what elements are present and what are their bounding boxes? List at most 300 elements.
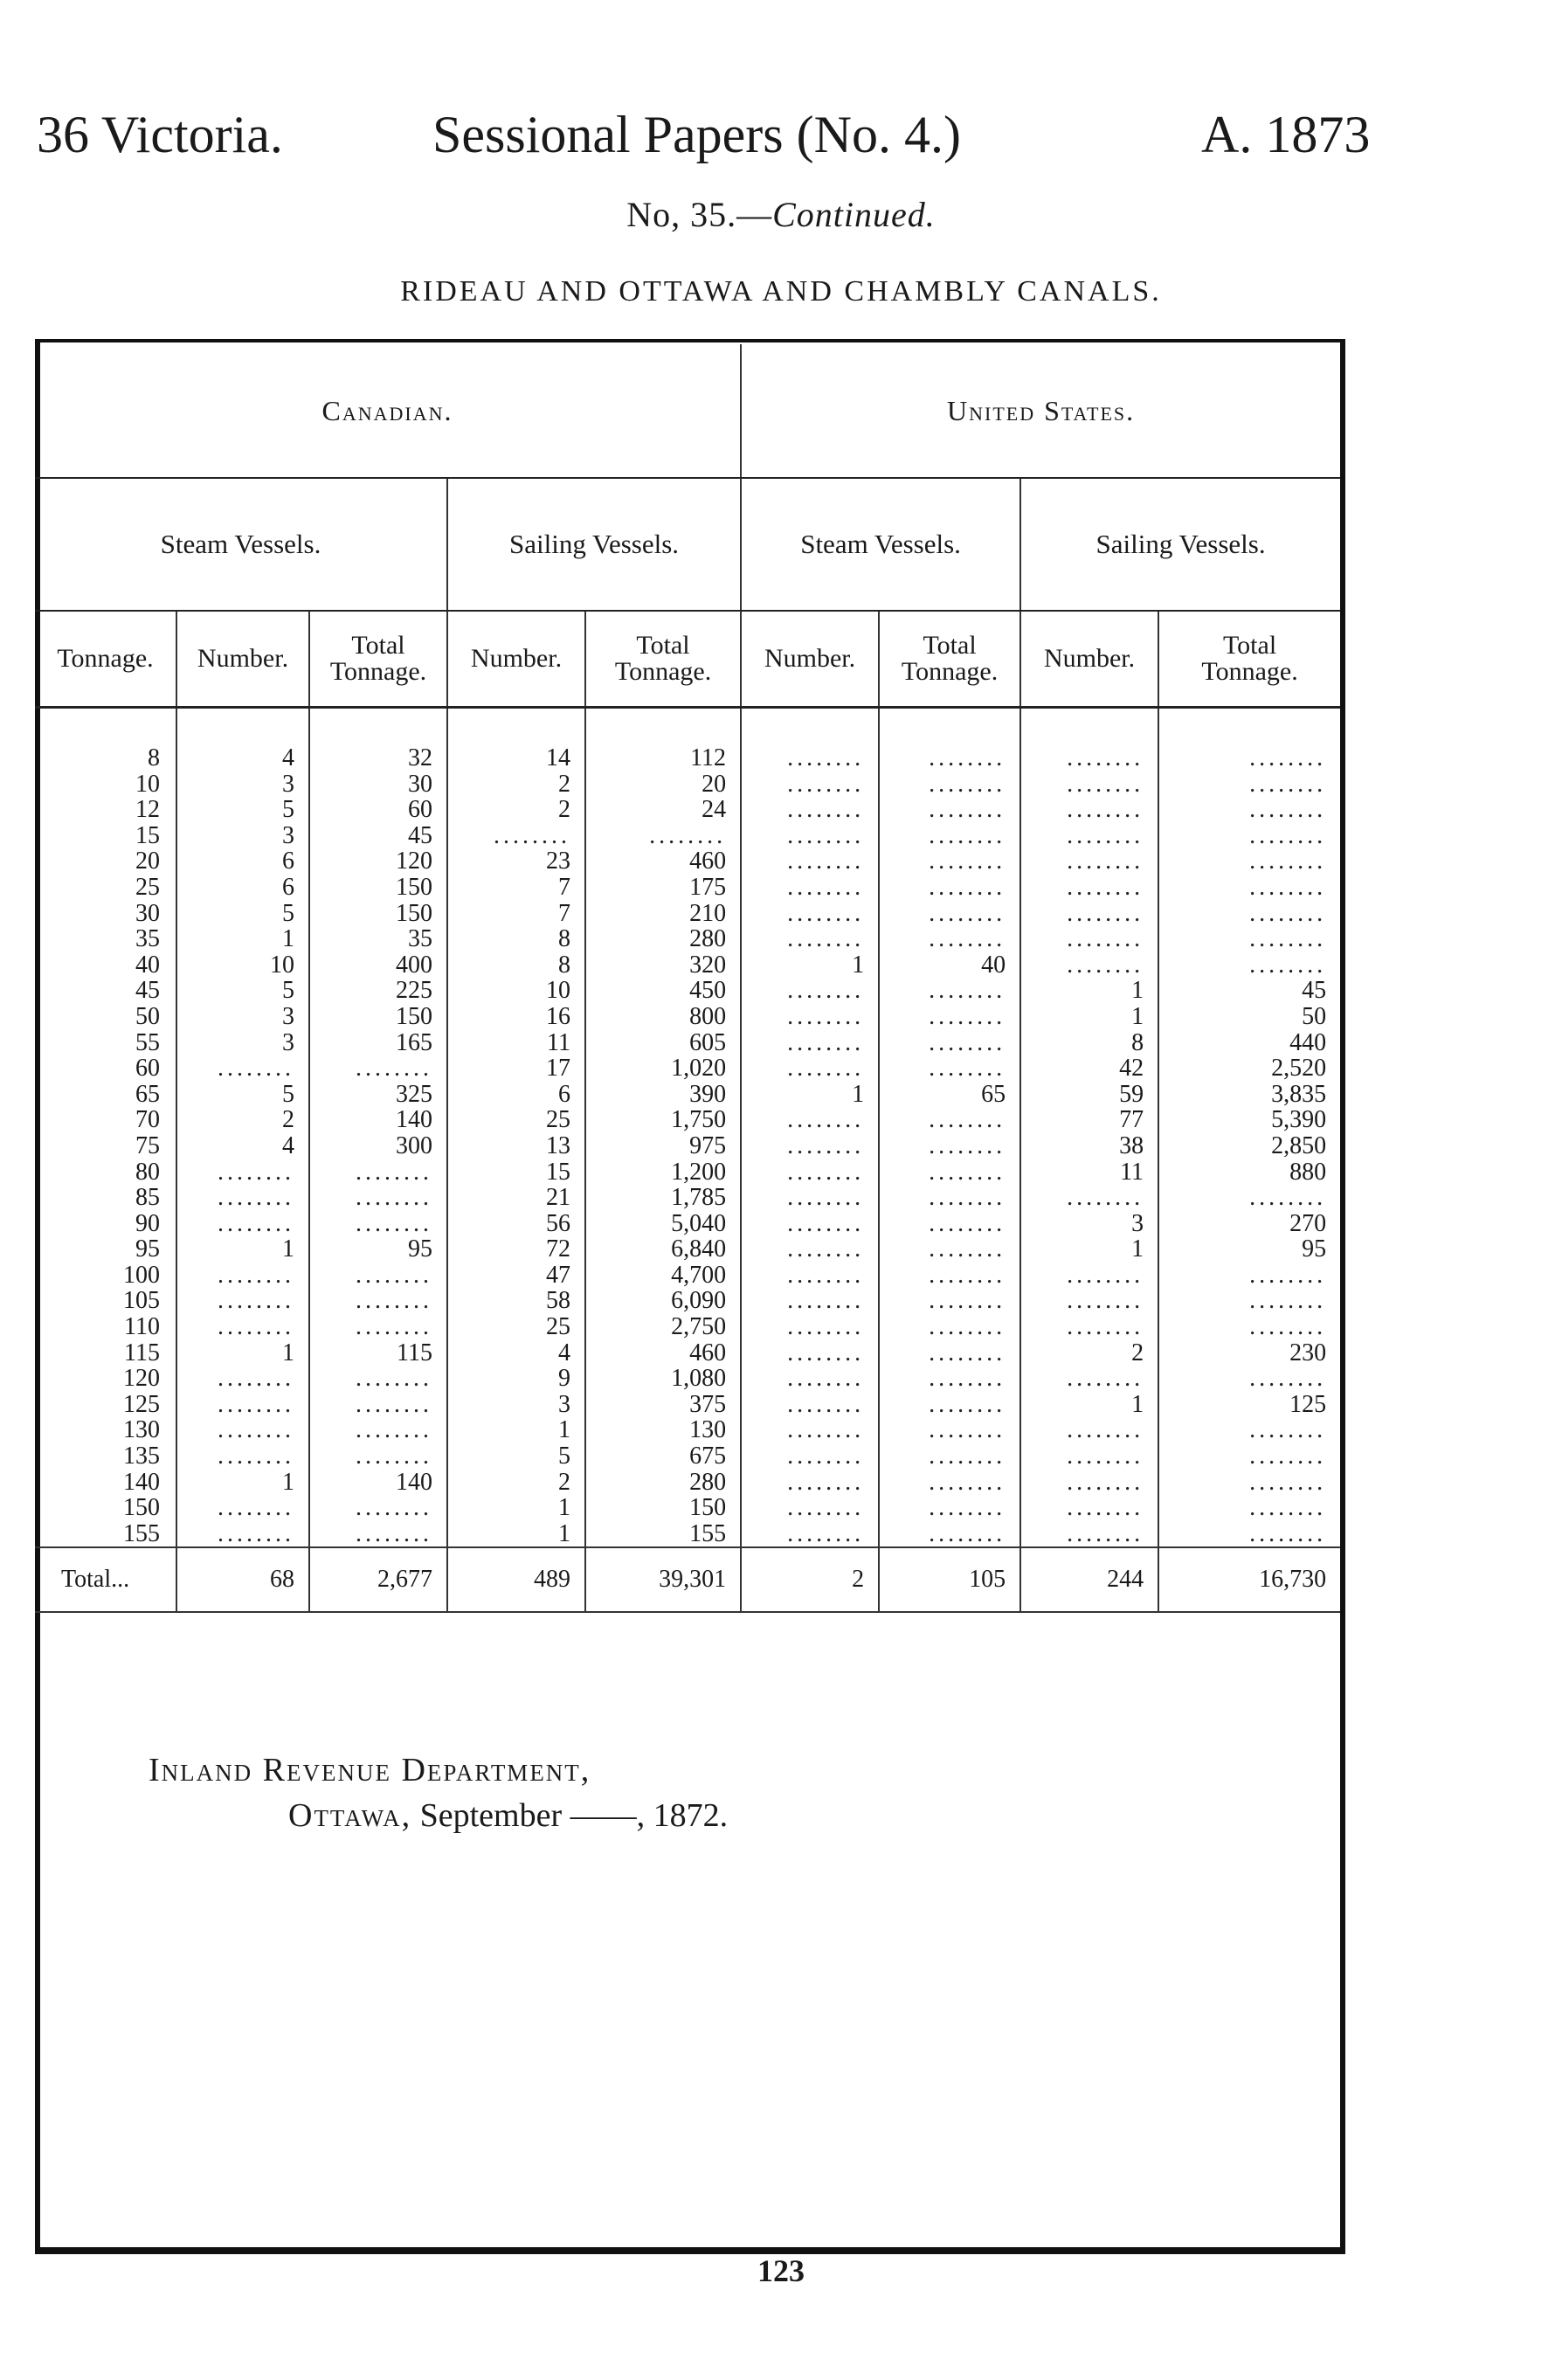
us-sailing-number-total: 244	[1020, 1547, 1158, 1612]
table-row	[35, 926, 1340, 952]
dot-leader: ........	[929, 1468, 1006, 1496]
col-tonnage-label: Tonnage.	[329, 657, 427, 686]
dot-leader: ........	[1249, 1287, 1327, 1315]
us-steam-total-cell	[879, 1004, 1020, 1030]
dot-leader: ........	[1249, 744, 1327, 771]
table-row	[35, 1314, 1340, 1340]
us-sailing-total-cell	[1158, 952, 1340, 979]
can-steam-total-cell: 32	[309, 745, 447, 771]
table-row	[35, 1443, 1340, 1470]
group-header-row	[35, 344, 1340, 478]
header-spacer-row	[35, 708, 1340, 746]
dot-leader: ........	[929, 1131, 1006, 1159]
can-sailing-total-cell: 6,090	[585, 1288, 741, 1314]
us-sailing-total-cell: 45	[1158, 978, 1340, 1004]
dot-leader: ........	[929, 925, 1006, 953]
can-sailing-total-cell: 4,700	[585, 1263, 741, 1289]
col-total-tonnage	[879, 611, 1020, 708]
dot-leader: ........	[929, 1494, 1006, 1522]
dot-leader: ........	[218, 1519, 294, 1547]
tonnage-cell: 70	[135, 1106, 160, 1134]
col-tonnage-label: Tonnage.	[614, 657, 712, 686]
dot-leader: ........	[787, 899, 865, 927]
can-sailing-number-cell: 17	[447, 1055, 585, 1082]
can-steam-total-cell: 140	[309, 1470, 447, 1496]
us-steam-total-cell	[879, 1495, 1020, 1521]
department-name: Inland Revenue Department,	[149, 1752, 591, 1788]
dot-leader: ........	[494, 821, 570, 849]
dot-leader: ........	[1249, 770, 1327, 798]
document-number	[0, 194, 1562, 235]
us-sailing-total-cell: 230	[1158, 1340, 1340, 1366]
tonnage-cell: 80	[135, 1158, 160, 1186]
can-sailing-number-cell: 56	[447, 1211, 585, 1237]
place-name: Ottawa,	[288, 1797, 412, 1834]
can-sailing-total-cell: 800	[585, 1004, 741, 1030]
can-sailing-number-cell: 1	[447, 1417, 585, 1443]
us-steam-total-cell	[879, 1107, 1020, 1133]
tonnage-cell: 40	[135, 951, 160, 979]
can-steam-total-cell	[309, 1159, 447, 1186]
can-sailing-total-cell: 375	[585, 1392, 741, 1418]
dot-leader: ........	[929, 977, 1006, 1005]
dot-leader: ........	[1249, 925, 1327, 953]
us-steam-total-cell	[879, 797, 1020, 823]
us-sailing-number-cell	[1020, 875, 1158, 901]
us-sailing-total-cell: 125	[1158, 1392, 1340, 1418]
us-steam-number-cell	[741, 875, 879, 901]
tonnage-cell: 10	[135, 770, 160, 798]
dot-leader: ........	[1067, 770, 1144, 798]
dot-leader: ........	[929, 821, 1006, 849]
can-steam-number-cell: 3	[176, 771, 309, 798]
dot-leader: ........	[787, 1468, 865, 1496]
can-steam-number-cell	[176, 1314, 309, 1340]
session-label: 36 Victoria.	[37, 106, 283, 163]
can-steam-number-total: 68	[176, 1547, 309, 1612]
us-sailing-number-cell: 1	[1020, 1392, 1158, 1418]
can-steam-total-cell	[309, 1417, 447, 1443]
dot-leader: ........	[929, 1158, 1006, 1186]
can-steam-total-cell	[309, 1263, 447, 1289]
can-sailing-total-cell: 210	[585, 901, 741, 927]
tonnage-cell: 95	[135, 1235, 160, 1263]
dot-leader: ........	[1067, 1313, 1144, 1341]
us-steam-number-cell	[741, 1366, 879, 1392]
can-sailing-number-cell: 5	[447, 1443, 585, 1470]
can-sailing-number-cell: 21	[447, 1185, 585, 1211]
can-steam-number-cell	[176, 1263, 309, 1289]
dot-leader: ........	[1249, 873, 1327, 901]
table-row	[35, 1521, 1340, 1548]
table-row	[35, 1055, 1340, 1082]
column-header-row	[35, 611, 1340, 708]
tonnage-cell: 45	[135, 977, 160, 1005]
dot-leader: ........	[1249, 1313, 1327, 1341]
dot-leader: ........	[1067, 744, 1144, 771]
dot-leader: ........	[787, 848, 865, 875]
can-sailing-total-cell: 130	[585, 1417, 741, 1443]
dot-leader: ........	[218, 1261, 294, 1289]
tonnage-cell: 135	[123, 1443, 160, 1470]
can-sailing-total-cell: 2,750	[585, 1314, 741, 1340]
sessional-papers-label: Sessional Papers (No. 4.)	[432, 106, 961, 163]
us-steam-number-cell	[741, 1340, 879, 1366]
us-steam-total-cell	[879, 1340, 1020, 1366]
us-sailing-total-cell	[1158, 1263, 1340, 1289]
dot-leader: ........	[929, 1443, 1006, 1470]
dot-leader: ........	[1249, 796, 1327, 824]
us-steam-number-cell	[741, 1055, 879, 1082]
dot-leader: ........	[787, 1055, 865, 1083]
can-sailing-number-cell: 25	[447, 1314, 585, 1340]
dot-leader: ........	[1067, 848, 1144, 875]
us-sailing-total-cell: 5,390	[1158, 1107, 1340, 1133]
can-steam-number-cell: 1	[176, 1340, 309, 1366]
col-tonnage-label: Tonnage.	[901, 657, 999, 686]
dot-leader: ........	[1067, 1416, 1144, 1444]
us-steam-number-cell	[741, 1314, 879, 1340]
col-total-tonnage	[585, 611, 741, 708]
us-sailing-total-cell	[1158, 926, 1340, 952]
dot-leader: ........	[218, 1365, 294, 1393]
us-sailing-number-cell	[1020, 797, 1158, 823]
can-sailing-total-cell: 1,080	[585, 1366, 741, 1392]
us-steam-total-cell	[879, 1392, 1020, 1418]
us-sailing-total-cell	[1158, 797, 1340, 823]
can-steam-total-cell: 120	[309, 848, 447, 875]
us-steam-total-cell: 65	[879, 1082, 1020, 1108]
table-row	[35, 1470, 1340, 1496]
can-sailing-total-cell: 6,840	[585, 1236, 741, 1263]
us-sailing-total-cell	[1158, 823, 1340, 849]
dot-leader: ........	[1067, 925, 1144, 953]
table-row	[35, 1366, 1340, 1392]
dot-leader: ........	[787, 1184, 865, 1212]
us-sailing-number-cell	[1020, 1366, 1158, 1392]
us-steam-total-cell	[879, 1288, 1020, 1314]
can-steam-total-cell: 325	[309, 1082, 447, 1108]
dot-leader: ........	[356, 1443, 432, 1470]
us-sailing-number-cell: 8	[1020, 1030, 1158, 1056]
can-steam-total-cell: 140	[309, 1107, 447, 1133]
us-steam-total-cell	[879, 1263, 1020, 1289]
dot-leader: ........	[1067, 1184, 1144, 1212]
us-sailing-number-cell	[1020, 1185, 1158, 1211]
can-steam-total-cell: 150	[309, 1004, 447, 1030]
us-sailing-total-cell	[1158, 1288, 1340, 1314]
table-row	[35, 1211, 1340, 1237]
tonnage-cell: 60	[135, 1055, 160, 1083]
us-steam-total-cell	[879, 1133, 1020, 1159]
col-tonnage-label: Tonnage.	[1201, 657, 1298, 686]
dot-leader: ........	[787, 1131, 865, 1159]
col-tonnage: Tonnage.	[35, 611, 176, 708]
dot-leader: ........	[356, 1313, 432, 1341]
us-sailing-number-cell: 1	[1020, 1004, 1158, 1030]
table-row	[35, 1107, 1340, 1133]
dot-leader: ........	[1067, 1261, 1144, 1289]
us-steam-total-cell	[879, 978, 1020, 1004]
tonnage-cell: 55	[135, 1028, 160, 1056]
tonnage-cell: 90	[135, 1209, 160, 1237]
dot-leader: ........	[356, 1261, 432, 1289]
us-steam-number-cell	[741, 1236, 879, 1263]
us-steam-number-cell	[741, 1495, 879, 1521]
dot-leader: ........	[218, 1055, 294, 1083]
can-steam-number-cell: 2	[176, 1107, 309, 1133]
can-steam-total-cell: 225	[309, 978, 447, 1004]
us-sailing-number-cell	[1020, 901, 1158, 927]
col-number: Number.	[447, 611, 585, 708]
dot-leader: ........	[929, 744, 1006, 771]
us-sailing-total-cell	[1158, 1521, 1340, 1548]
tonnage-cell: 100	[123, 1261, 160, 1289]
dot-leader: ........	[1067, 1468, 1144, 1496]
dot-leader: ........	[1249, 1365, 1327, 1393]
dot-leader: ........	[787, 796, 865, 824]
dot-leader: ........	[929, 1209, 1006, 1237]
table-row	[35, 952, 1340, 979]
can-steam-number-cell: 3	[176, 823, 309, 849]
dot-leader: ........	[787, 1106, 865, 1134]
dot-leader: ........	[356, 1519, 432, 1547]
total-label: Total...	[35, 1547, 176, 1612]
can-sailing-total-cell: 1,020	[585, 1055, 741, 1082]
dot-leader: ........	[356, 1416, 432, 1444]
us-steam-number-cell	[741, 1263, 879, 1289]
dot-leader: ........	[929, 1365, 1006, 1393]
us-sailing-total-cell	[1158, 1366, 1340, 1392]
table-row	[35, 901, 1340, 927]
dot-leader: ........	[356, 1209, 432, 1237]
dot-leader: ........	[787, 1390, 865, 1418]
can-sailing-number-cell: 15	[447, 1159, 585, 1186]
us-sailing-number-cell: 2	[1020, 1340, 1158, 1366]
can-steam-number-cell	[176, 1417, 309, 1443]
dot-leader: ........	[649, 821, 727, 849]
dot-leader: ........	[787, 821, 865, 849]
tonnage-cell: 8	[148, 744, 160, 771]
can-sailing-total-cell: 460	[585, 848, 741, 875]
can-sailing-total-cell: 5,040	[585, 1211, 741, 1237]
dot-leader: ........	[1249, 1468, 1327, 1496]
dot-leader: ........	[787, 1235, 865, 1263]
can-steam-total-cell	[309, 1392, 447, 1418]
can-steam-number-cell: 3	[176, 1030, 309, 1056]
can-steam-number-cell	[176, 1495, 309, 1521]
tonnage-cell: 15	[135, 821, 160, 849]
us-sailing-total-cell	[1158, 1470, 1340, 1496]
can-steam-number-cell: 5	[176, 901, 309, 927]
year-label: A. 1873	[1201, 106, 1371, 163]
us-sailing-total-cell	[1158, 771, 1340, 798]
dot-leader: ........	[929, 873, 1006, 901]
can-steam-total-cell: 150	[309, 901, 447, 927]
us-steam-total-cell	[879, 771, 1020, 798]
us-steam-total-cell	[879, 1417, 1020, 1443]
us-steam-number-cell	[741, 823, 879, 849]
us-steam-total-cell	[879, 1055, 1020, 1082]
dot-leader: ........	[929, 1287, 1006, 1315]
can-sailing-number-total: 489	[447, 1547, 585, 1612]
table-row	[35, 1133, 1340, 1159]
total-row	[35, 1547, 1340, 1612]
dot-leader: ........	[1067, 821, 1144, 849]
dot-leader: ........	[1249, 951, 1327, 979]
dot-leader: ........	[1067, 1287, 1144, 1315]
us-sailing-number-cell	[1020, 745, 1158, 771]
us-steam-total-cell	[879, 1470, 1020, 1496]
place-date	[149, 1793, 728, 1838]
table-row	[35, 1236, 1340, 1263]
us-sailing-number-cell	[1020, 926, 1158, 952]
col-total-label: Total	[636, 631, 690, 660]
dot-leader: ........	[929, 899, 1006, 927]
dot-leader: ........	[929, 1390, 1006, 1418]
us-sailing-total-cell	[1158, 901, 1340, 927]
dot-leader: ........	[1249, 848, 1327, 875]
can-steam-number-cell	[176, 1392, 309, 1418]
us-sailing-total-cell: 2,520	[1158, 1055, 1340, 1082]
dot-leader: ........	[787, 977, 865, 1005]
dot-leader: ........	[787, 744, 865, 771]
col-total-label: Total	[1222, 631, 1277, 660]
us-sailing-total-cell: 270	[1158, 1211, 1340, 1237]
us-sailing-number-cell: 42	[1020, 1055, 1158, 1082]
us-steam-number-total: 2	[741, 1547, 879, 1612]
can-steam-number-cell: 6	[176, 875, 309, 901]
can-sailing-number-cell: 7	[447, 901, 585, 927]
table-row	[35, 1392, 1340, 1418]
us-steam-number-cell	[741, 901, 879, 927]
table-row	[35, 1495, 1340, 1521]
dot-leader: ........	[218, 1443, 294, 1470]
tonnage-cell: 12	[135, 796, 160, 824]
us-steam-number-cell: 1	[741, 952, 879, 979]
can-steam-number-cell: 1	[176, 1236, 309, 1263]
tonnage-cell: 140	[123, 1468, 160, 1496]
dot-leader: ........	[218, 1184, 294, 1212]
dot-leader: ........	[787, 1158, 865, 1186]
us-steam-number-cell	[741, 797, 879, 823]
can-sailing-total-cell: 1,785	[585, 1185, 741, 1211]
dot-leader: ........	[356, 1184, 432, 1212]
us-sailing-number-cell: 3	[1020, 1211, 1158, 1237]
us-sailing-total-cell	[1158, 1185, 1340, 1211]
can-sailing-total-cell: 450	[585, 978, 741, 1004]
page-number: 123	[757, 2253, 805, 2288]
dot-leader: ........	[787, 1313, 865, 1341]
table-row	[35, 1159, 1340, 1186]
table-row	[35, 1340, 1340, 1366]
dot-leader: ........	[787, 1365, 865, 1393]
table-row	[35, 875, 1340, 901]
dot-leader: ........	[356, 1055, 432, 1083]
us-sailing-number-cell: 11	[1020, 1159, 1158, 1186]
can-steam-total-cell	[309, 1521, 447, 1548]
us-steam-total-cell	[879, 1366, 1020, 1392]
subgroup-header-row	[35, 478, 1340, 611]
us-steam-total-cell	[879, 1030, 1020, 1056]
us-sailing-total-cell	[1158, 1495, 1340, 1521]
can-sailing-number-cell: 10	[447, 978, 585, 1004]
can-steam-number-cell: 3	[176, 1004, 309, 1030]
can-steam-total-cell: 300	[309, 1133, 447, 1159]
dot-leader: ........	[787, 1519, 865, 1547]
can-steam-total-cell: 165	[309, 1030, 447, 1056]
dot-leader: ........	[929, 1235, 1006, 1263]
dot-leader: ........	[218, 1313, 294, 1341]
table-row	[35, 1004, 1340, 1030]
us-steam-number-cell	[741, 1211, 879, 1237]
dot-leader: ........	[1067, 1519, 1144, 1547]
can-steam-number-cell	[176, 1211, 309, 1237]
dot-leader: ........	[1249, 1443, 1327, 1470]
tonnage-cell: 125	[123, 1390, 160, 1418]
us-sailing-number-cell	[1020, 1288, 1158, 1314]
can-sailing-number-cell: 72	[447, 1236, 585, 1263]
us-steam-number-cell	[741, 1392, 879, 1418]
dot-leader: ........	[787, 1339, 865, 1366]
us-sailing-number-cell: 38	[1020, 1133, 1158, 1159]
tonnage-cell: 65	[135, 1080, 160, 1108]
can-steam-total-cell: 95	[309, 1236, 447, 1263]
can-steam-total-cell: 45	[309, 823, 447, 849]
us-sailing-number-cell	[1020, 1314, 1158, 1340]
us-steam-total-total: 105	[879, 1547, 1020, 1612]
us-steam-number-cell	[741, 978, 879, 1004]
us-sailing-number-cell	[1020, 823, 1158, 849]
us-steam-total-cell	[879, 1211, 1020, 1237]
dot-leader: ........	[787, 1443, 865, 1470]
us-sailing-total-total: 16,730	[1158, 1547, 1340, 1612]
dot-leader: ........	[787, 1287, 865, 1315]
continued-label: Continued.	[772, 195, 936, 234]
us-steam-total-cell	[879, 926, 1020, 952]
can-steam-total-cell: 150	[309, 875, 447, 901]
dot-leader: ........	[787, 1416, 865, 1444]
can-steam-total-cell	[309, 1055, 447, 1082]
tonnage-cell: 50	[135, 1002, 160, 1030]
us-sailing-number-cell	[1020, 1495, 1158, 1521]
dot-leader: ........	[356, 1158, 432, 1186]
table-row	[35, 745, 1340, 771]
running-head	[0, 105, 1562, 183]
us-sailing-total-cell	[1158, 1314, 1340, 1340]
tonnage-cell: 120	[123, 1365, 160, 1393]
can-sailing-number-cell: 6	[447, 1082, 585, 1108]
dot-leader: ........	[1067, 1494, 1144, 1522]
table-row	[35, 1263, 1340, 1289]
group-canadian: Canadian.	[35, 344, 741, 478]
subgroup-us-sailing: Sailing Vessels.	[1020, 478, 1340, 611]
dot-leader: ........	[787, 873, 865, 901]
dot-leader: ........	[787, 1209, 865, 1237]
dot-leader: ........	[929, 1519, 1006, 1547]
can-steam-number-cell	[176, 1366, 309, 1392]
subgroup-canadian-sailing: Sailing Vessels.	[447, 478, 741, 611]
dot-leader: ........	[787, 925, 865, 953]
can-sailing-total-cell: 320	[585, 952, 741, 979]
can-sailing-total-cell: 1,200	[585, 1159, 741, 1186]
us-sailing-number-cell	[1020, 848, 1158, 875]
can-steam-number-cell: 1	[176, 926, 309, 952]
can-sailing-total-cell: 975	[585, 1133, 741, 1159]
can-sailing-total-cell: 175	[585, 875, 741, 901]
tonnage-cell: 105	[123, 1287, 160, 1315]
us-steam-total-cell	[879, 875, 1020, 901]
